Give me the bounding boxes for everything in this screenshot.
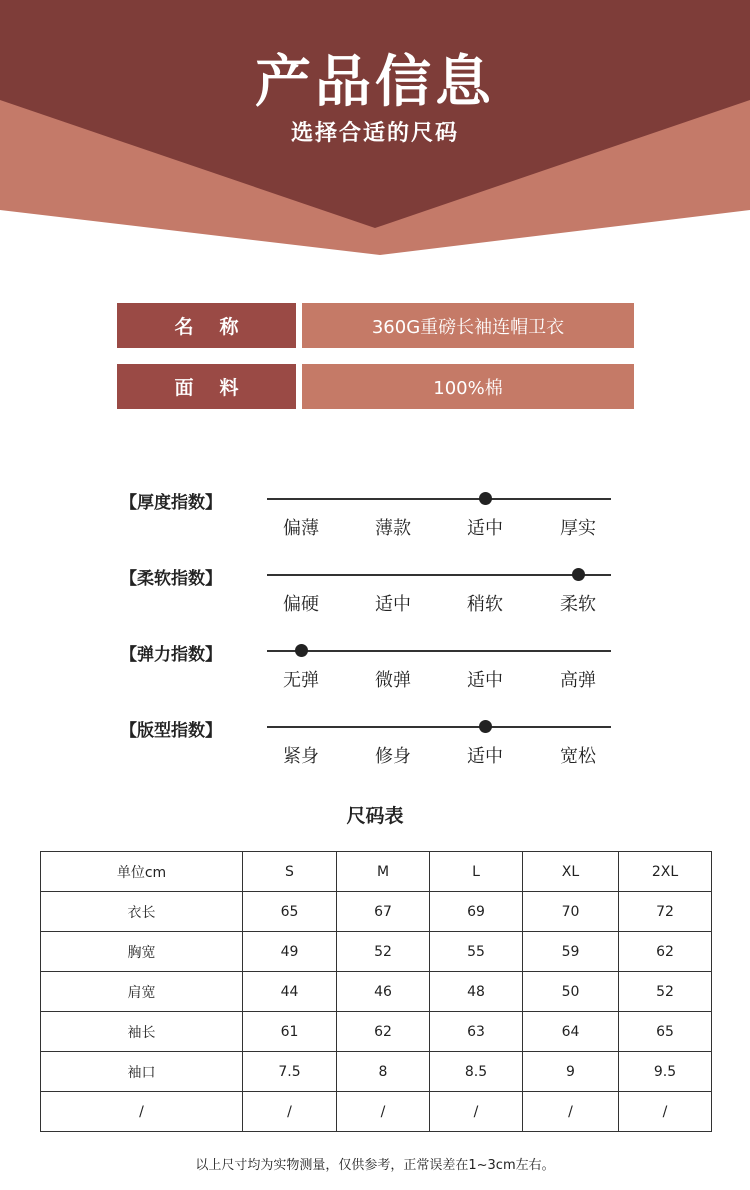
index-option: 适中 — [375, 594, 411, 615]
table-row — [41, 892, 712, 932]
index-option: 适中 — [467, 518, 503, 539]
page-title: 产品信息 — [255, 49, 495, 115]
index-option: 高弹 — [560, 670, 596, 691]
table-cell: 49 — [243, 932, 337, 972]
size-table — [40, 851, 712, 1132]
table-header-cell: L — [430, 852, 523, 892]
index-option: 紧身 — [283, 746, 319, 767]
info-row-fabric — [117, 364, 634, 409]
table-cell: / — [41, 1092, 243, 1132]
table-row — [41, 972, 712, 1012]
table-cell: 62 — [619, 932, 712, 972]
info-value: 360G重磅长袖连帽卫衣 — [302, 303, 634, 348]
measurement-note: 以上尺寸均为实物测量，仅供参考，正常误差在1~3cm左右。 — [195, 1158, 555, 1173]
table-cell: 7.5 — [243, 1052, 337, 1092]
index-option: 偏薄 — [283, 518, 319, 539]
table-cell: 52 — [337, 932, 430, 972]
table-cell: 52 — [619, 972, 712, 1012]
table-cell: 8 — [337, 1052, 430, 1092]
table-row — [41, 1052, 712, 1092]
size-table-title: 尺码表 — [346, 805, 404, 827]
table-cell: 72 — [619, 892, 712, 932]
table-cell: 肩宽 — [41, 972, 243, 1012]
table-cell: 61 — [243, 1012, 337, 1052]
table-cell: 55 — [430, 932, 523, 972]
index-label: 【版型指数】 — [120, 721, 222, 741]
index-option: 适中 — [467, 746, 503, 767]
table-cell: 衣长 — [41, 892, 243, 932]
table-row — [41, 1012, 712, 1052]
index-scale-line — [267, 574, 611, 576]
table-cell: 袖口 — [41, 1052, 243, 1092]
table-cell: / — [430, 1092, 523, 1132]
table-cell: 9 — [523, 1052, 619, 1092]
index-option: 薄款 — [375, 518, 411, 539]
index-option: 修身 — [375, 746, 411, 767]
index-option: 适中 — [467, 670, 503, 691]
table-cell: 48 — [430, 972, 523, 1012]
table-cell: / — [243, 1092, 337, 1132]
index-marker — [479, 720, 492, 733]
table-header-cell: XL — [523, 852, 619, 892]
index-label: 【柔软指数】 — [120, 569, 222, 589]
table-cell: 63 — [430, 1012, 523, 1052]
table-cell: 46 — [337, 972, 430, 1012]
index-option: 宽松 — [560, 746, 596, 767]
index-label: 【弹力指数】 — [120, 645, 222, 665]
table-header-cell: 2XL — [619, 852, 712, 892]
info-label: 名称 — [117, 303, 296, 348]
index-scale-line — [267, 650, 611, 652]
index-label: 【厚度指数】 — [120, 493, 222, 513]
table-cell: 59 — [523, 932, 619, 972]
index-marker — [572, 568, 585, 581]
table-cell: 65 — [243, 892, 337, 932]
table-header-cell: 单位cm — [41, 852, 243, 892]
info-value: 100%棉 — [302, 364, 634, 409]
table-cell: 8.5 — [430, 1052, 523, 1092]
index-fit — [120, 716, 620, 776]
index-elasticity — [120, 640, 620, 700]
table-cell: 67 — [337, 892, 430, 932]
info-row-name — [117, 303, 634, 348]
header-banner — [0, 0, 750, 260]
table-cell: 44 — [243, 972, 337, 1012]
index-marker — [479, 492, 492, 505]
index-thickness — [120, 488, 620, 548]
page-subtitle: 选择合适的尺码 — [290, 120, 459, 146]
table-header-cell: S — [243, 852, 337, 892]
table-cell: 9.5 — [619, 1052, 712, 1092]
index-softness — [120, 564, 620, 624]
index-option: 厚实 — [560, 518, 596, 539]
info-label: 面料 — [117, 364, 296, 409]
table-cell: 胸宽 — [41, 932, 243, 972]
table-cell: 袖长 — [41, 1012, 243, 1052]
table-header-cell: M — [337, 852, 430, 892]
index-option: 偏硬 — [283, 594, 319, 615]
index-option: 稍软 — [467, 594, 503, 615]
table-cell: 69 — [430, 892, 523, 932]
index-option: 微弹 — [375, 670, 411, 691]
index-scale-line — [267, 498, 611, 500]
table-row — [41, 1092, 712, 1132]
table-header-row — [41, 852, 712, 892]
table-cell: 70 — [523, 892, 619, 932]
index-scale-line — [267, 726, 611, 728]
table-cell: / — [619, 1092, 712, 1132]
table-cell: 62 — [337, 1012, 430, 1052]
table-cell: / — [337, 1092, 430, 1132]
table-cell: 65 — [619, 1012, 712, 1052]
table-cell: / — [523, 1092, 619, 1132]
table-row — [41, 932, 712, 972]
index-marker — [295, 644, 308, 657]
index-option: 无弹 — [283, 670, 319, 691]
table-cell: 50 — [523, 972, 619, 1012]
table-cell: 64 — [523, 1012, 619, 1052]
index-option: 柔软 — [560, 594, 596, 615]
